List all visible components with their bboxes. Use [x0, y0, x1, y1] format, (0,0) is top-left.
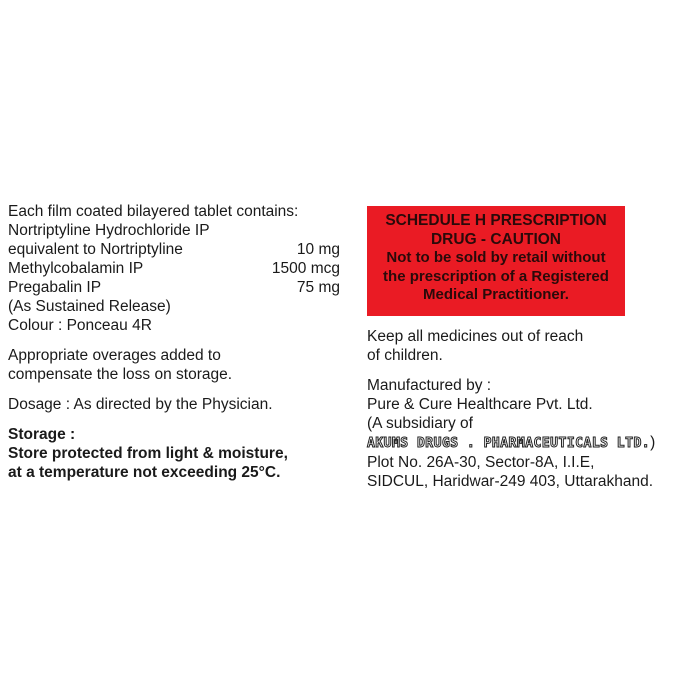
keep-away-line-2: of children. [367, 347, 443, 364]
caution-line-1: SCHEDULE H PRESCRIPTION [385, 212, 607, 229]
ingredient-nortriptyline: Nortriptyline Hydrochloride IP [8, 222, 210, 239]
manufacturer-name: Pure & Cure Healthcare Pvt. Ltd. [367, 396, 593, 413]
manufactured-by-label: Manufactured by : [367, 377, 492, 394]
storage-line-2: at a temperature not exceeding 25°C. [8, 464, 281, 481]
ingredient-pregabalin: Pregabalin IP [8, 279, 102, 296]
storage-heading: Storage : [8, 426, 76, 443]
parent-close-paren: ) [650, 434, 656, 451]
colour-statement: Colour : Ponceau 4R [8, 317, 152, 334]
address-line-1: Plot No. 26A-30, Sector-8A, I.I.E, [367, 454, 595, 471]
parent-company-line [367, 433, 687, 453]
parent-company-logo-text: AKUMS DRUGS . PHARMACEUTICALS LTD. [367, 436, 651, 451]
overages-line-1: Appropriate overages added to [8, 347, 221, 364]
caution-line-4: the prescription of a Registered [383, 267, 609, 285]
right-column [367, 206, 687, 491]
keep-away-line-1: Keep all medicines out of reach [367, 328, 584, 345]
overages-line-2: compensate the loss on storage. [8, 366, 233, 383]
ingredient-nortriptyline-row [8, 240, 343, 259]
storage-line-1: Store protected from light & moisture, [8, 445, 288, 462]
ingredient-methylcobalamin-row [8, 259, 343, 278]
ingredient-pregabalin-amount: 75 mg [296, 279, 340, 296]
ingredient-nortriptyline-equiv: equivalent to Nortriptyline [8, 241, 183, 258]
ingredient-pregabalin-note: (As Sustained Release) [8, 298, 171, 315]
composition-intro: Each film coated bilayered tablet contains: [8, 203, 299, 220]
subsidiary-label: (A subsidiary of [367, 415, 473, 432]
caution-line-2: DRUG - CAUTION [430, 230, 562, 248]
left-column [8, 202, 343, 482]
caution-line-3: Not to be sold by retail without [386, 249, 606, 266]
ingredient-methylcobalamin-amount: 1500 mcg [271, 260, 340, 277]
ingredient-pregabalin-row [8, 278, 343, 297]
address-line-2: SIDCUL, Haridwar-249 403, Uttarakhand. [367, 473, 654, 490]
schedule-h-caution-box [367, 206, 625, 316]
ingredient-methylcobalamin: Methylcobalamin IP [8, 260, 144, 277]
ingredient-nortriptyline-amount: 10 mg [296, 241, 340, 258]
dosage-statement: Dosage : As directed by the Physician. [8, 396, 273, 413]
caution-line-5: Medical Practitioner. [423, 286, 569, 303]
